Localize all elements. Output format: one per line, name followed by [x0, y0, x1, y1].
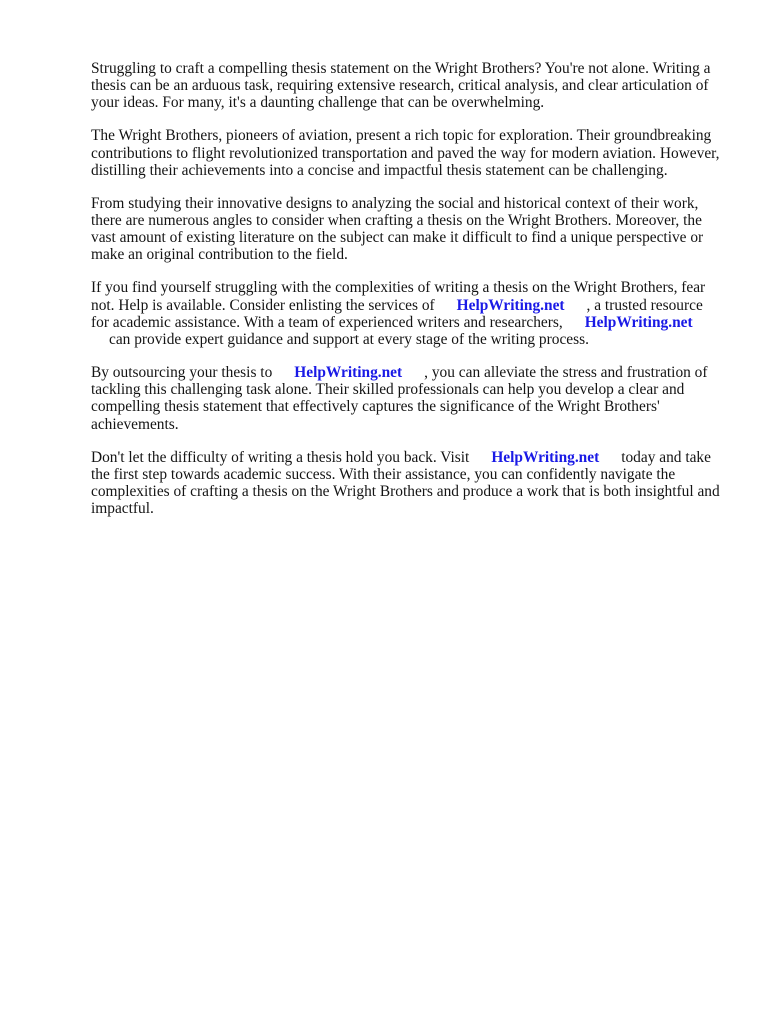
paragraph-visit-text-a: Don't let the difficulty of writing a thesis hold you back. Visit: [91, 448, 470, 466]
document-page: [91, 60, 723, 533]
paragraph-outsourcing-text-a: By outsourcing your thesis to: [91, 364, 273, 382]
paragraph-outsourcing: [91, 364, 723, 433]
helpwriting-link[interactable]: HelpWriting.net: [491, 448, 600, 466]
paragraph-visit-text-b: today and take the first step towards academic success. With their assistance, you can confidently navigate the complexities of crafting a thesis on the Wright Brothers and produce a work that is both insightful and impactful.: [91, 448, 720, 518]
paragraph-outsourcing-text-b: , you can alleviate the stress and frustration of tackling this challenging task alone. Their skilled professionals can help you develop a clear and compelling thesis statement that effectively captures the significance of the Wright Brothers' achievements.: [91, 364, 708, 433]
paragraph-help-text-a: If you find yourself struggling with the complexities of writing a thesis on the Wright Brothers, fear not. Help is available. Consider enlisting the services of: [91, 279, 706, 314]
helpwriting-link[interactable]: HelpWriting.net: [584, 313, 693, 331]
helpwriting-link[interactable]: HelpWriting.net: [294, 364, 403, 382]
paragraph-visit: [91, 449, 723, 518]
paragraph-topic: The Wright Brothers, pioneers of aviation, present a rich topic for exploration. Their groundbreaking contributions to flight revolutionized transportation and paved the way for modern aviation. However, distilling their achievements into a concise and impactful thesis statement can be challenging.: [91, 127, 720, 179]
paragraph-help-text-b: , a trusted resource for academic assistance. With a team of experienced writers and researchers,: [91, 296, 703, 331]
paragraph-help-text-c: can provide expert guidance and support at every stage of the writing process.: [109, 331, 589, 349]
paragraph-help: [91, 279, 723, 348]
helpwriting-link[interactable]: HelpWriting.net: [456, 296, 565, 314]
paragraph-intro: Struggling to craft a compelling thesis statement on the Wright Brothers? You're not alone. Writing a thesis can be an arduous task, requiring extensive research, critical analysis, and clear articulation of your ideas. For many, it's a daunting challenge that can be overwhelming.: [91, 60, 711, 112]
paragraph-angles: From studying their innovative designs to analyzing the social and historical context of their work, there are numerous angles to consider when crafting a thesis on the Wright Brothers. Moreover, the vast amount of existing literature on the subject can make it difficult to find a unique perspective or make an original contribution to the field.: [91, 194, 704, 264]
